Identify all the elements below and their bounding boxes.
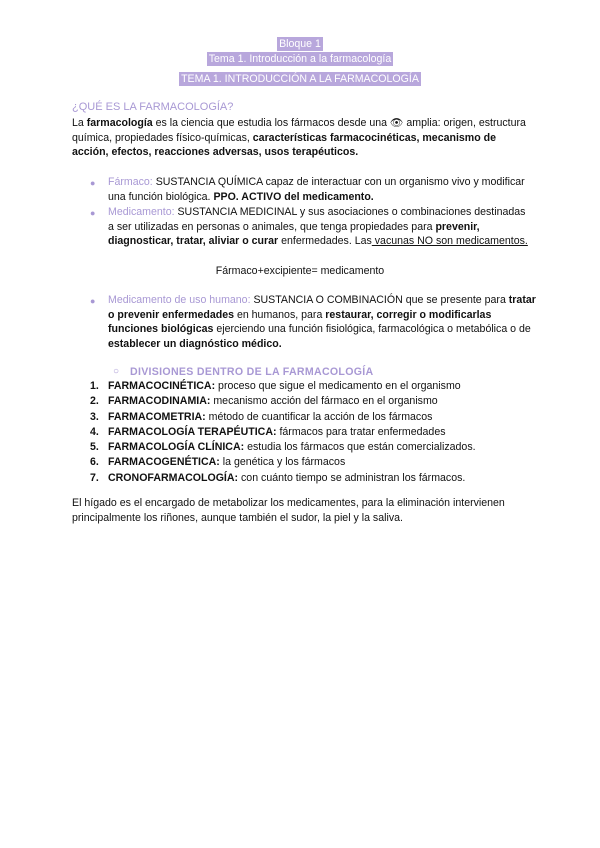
bullet-icon: ●	[90, 178, 96, 188]
circle-bullet-icon: ○	[113, 366, 120, 377]
medicamento-definition: Medicamento: SUSTANCIA MEDICINAL y sus asociaciones o combinaciones destinadas a ser utilizadas en personas o animales, que tenga propiedades para prevenir, diagnosticar, tratar, aliviar o curar enfermedades. Las vacunas NO son medicamentos.	[108, 206, 528, 248]
eye-icon: 👁	[390, 117, 404, 129]
farmaco-definition: Fármaco: SUSTANCIA QUÍMICA capaz de interactuar con un organismo vivo y modificar una función biológica. PPO. ACTIVO del medicamento.	[108, 176, 525, 203]
final-paragraph: El hígado es el encargado de metabolizar los medicamentes, para la eliminación intervienen principalmente los riñones, aunque también el sudor, la piel y la saliva.	[72, 497, 505, 524]
header-tema-upper: TEMA 1. INTRODUCCIÓN A LA FARMACOLOGÍA	[181, 73, 419, 85]
header-bloque: Bloque 1	[279, 38, 321, 50]
list-item: 3. FARMACOMETRIA: método de cuantificar la acción de los fármacos	[90, 410, 433, 423]
intro-paragraph: La farmacología es la ciencia que estudia los fármacos desde una 👁 amplia: origen, estructura química, propiedades físico-químicas, características farmacocinéticas, mecanismo de acción, efectos, reacciones adversas, usos terapéuticos.	[72, 117, 526, 159]
list-item: 5. FARMACOLOGÍA CLÍNICA: estudia los fármacos que están comercializados.	[90, 441, 476, 454]
uso-humano-definition: Medicamento de uso humano: SUSTANCIA O COMBINACIÓN que se presente para tratar o prevenir enfermedades en humanos, para restaurar, corregir o modificarlas funciones biológicas ejerciendo una función fisiológica, farmacológica o metabólica o de establecer un diagnóstico médico.	[108, 294, 536, 350]
divisiones-title: DIVISIONES DENTRO DE LA FARMACOLOGÍA	[130, 366, 374, 378]
list-item: 4. FARMACOLOGÍA TERAPÉUTICA: fármacos para tratar enfermedades	[90, 425, 446, 438]
bullet-icon: ●	[90, 296, 96, 306]
list-item: 6. FARMACOGENÉTICA: la genética y los fármacos	[90, 456, 346, 469]
list-item: 7. CRONOFARMACOLOGÍA: con cuánto tiempo se administran los fármacos.	[90, 471, 466, 484]
bullet-icon: ●	[90, 208, 96, 218]
divisiones-list	[90, 379, 530, 486]
list-item: 1. FARMACOCINÉTICA: proceso que sigue el medicamento en el organismo	[90, 380, 461, 392]
header-tema: Tema 1. Introducción a la farmacología	[208, 53, 392, 65]
section-question: ¿QUÉ ES LA FARMACOLOGÍA?	[72, 101, 234, 113]
list-item: 2. FARMACODINAMIA: mecanismo acción del fármaco en el organismo	[90, 395, 438, 408]
formula-line: Fármaco+excipiente= medicamento	[215, 265, 385, 277]
